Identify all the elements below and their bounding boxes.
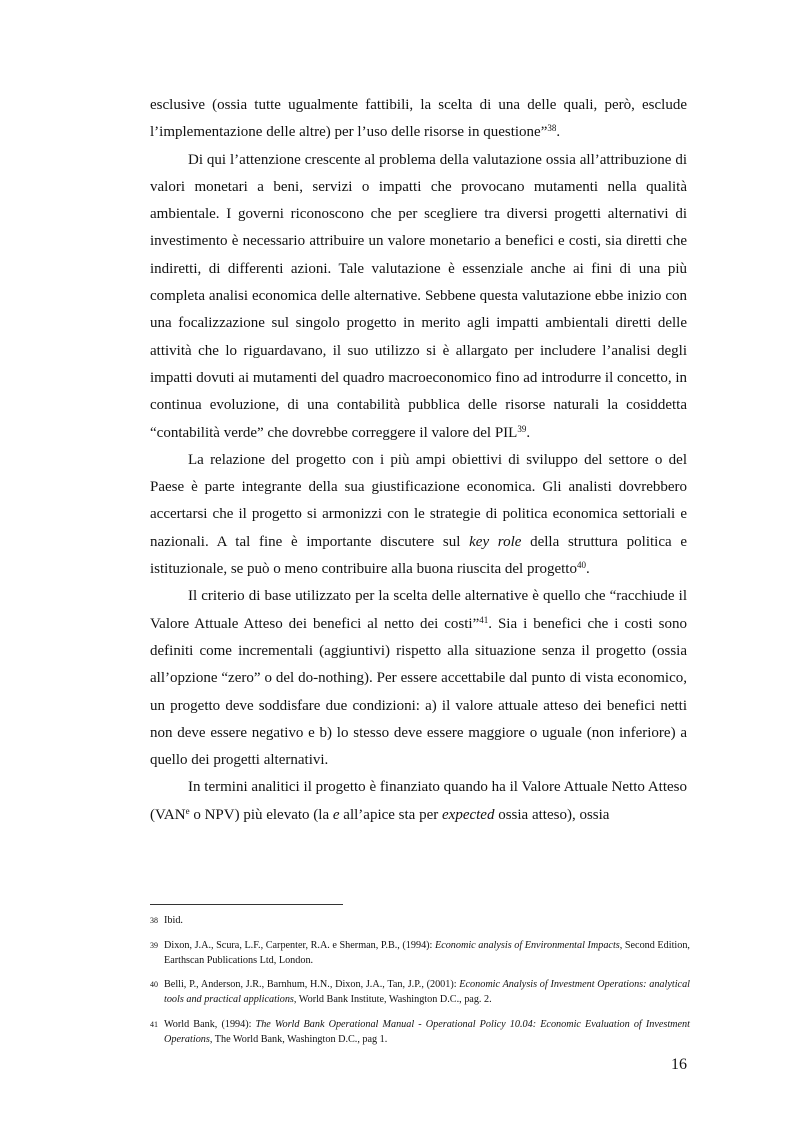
body-text (150, 92, 687, 829)
paragraph-4: Il criterio di base utilizzato per la scelta delle alternative è quello che “racchiude il Valore Attuale Atteso dei benefici al netto dei costi”$^{41}$. Sia i benefici che i costi sono definiti come incrementali (aggiuntivi) rispetto alla situazione senza il progetto (ossia all’opzione “zero” o del do-nothing). Per essere accettabile dal punto di vista economico, un progetto deve soddisfare due condizioni: a) il valore attuale atteso dei benefici netti non deve essere negativo e b) lo stesso deve essere maggiore o uguale (non inferiore) a quello dei progetti alternativi. (150, 588, 687, 769)
paragraph-1: esclusive (ossia tutte ugualmente fattibili, la scelta di una delle quali, però, esclude l’implementazione delle altre) per l’uso delle risorse in questione”$^{38}$. (150, 97, 687, 141)
footnote-39: 39 Dixon, J.A., Scura, L.F., Carpenter, R.A. e Sherman, P.B., (1994): Economic analysis of Environmental Impacts, Second Edition, Earthscan Publications Ltd, London. (150, 939, 690, 966)
paragraph-2: Di qui l’attenzione crescente al problema della valutazione ossia all’attribuzione di valori monetari a beni, servizi o impatti che provocano mutamenti nella qualità ambientale. I governi riconoscono che per scegliere tra diversi progetti alternativi di investimento è necessario attribuire un valore monetario a benefici e costi, sia diretti che indiretti, di differenti azioni. Tale valutazione è essenziale anche ai fini di una più completa analisi economica delle alternative. Sebbene questa valutazione ebbe inizio con una focalizzazione sul singolo progetto in merito agli impatti ambientali diretti delle attività che lo riguardavano, il suo utilizzo si è allargato per includere l’analisi degli impatti dovuti ai mutamenti del quadro macroeconomico fino ad introdurre il concetto, in continua evoluzione, di una contabilità pubblica delle risorse naturali la cosiddetta “contabilità verde” che dovrebbe correggere il valore del PIL$^{39}$. (150, 151, 687, 441)
footnote-ref-39[interactable]: 39 (517, 423, 527, 434)
footnote-41: 41 World Bank, (1994): The World Bank Operational Manual - Operational Policy 10.04: Economic Evaluation of Investment Operations, The World Bank, Washington D.C., pag 1. (150, 1018, 690, 1045)
footnote-separator (150, 904, 343, 905)
footnote-ref-40[interactable]: 40 (576, 560, 586, 571)
footnote-40: 40 Belli, P., Anderson, J.R., Barnhum, H.N., Dixon, J.A., Tan, J.P., (2001): Economic Analysis of Investment Operations: analytical tools and practical applications, World Bank Institute, Washington D.C., pag. 2. (150, 979, 690, 1005)
footnote-38: 38 Ibid. (150, 915, 183, 926)
paragraph-3: La relazione del progetto con i più ampi obiettivi di sviluppo del settore o del Paese è parte integrante della sua giustificazione economica. Gli analisti dovrebbero accertarsi che il progetto si armonizzi con le strategie di politica economica settoriali e nazionali. A tal fine è importante discutere sul key role della struttura politica e istituzionale, se può o meno contribuire alla buona riuscita del progetto$^{40}$. (150, 451, 687, 578)
footnote-ref-41[interactable]: 41 (479, 614, 489, 625)
paragraph-5: In termini analitici il progetto è finanziato quando ha il Valore Attuale Netto Atteso (VAN$^e$ o NPV) più elevato (la e all’apice sta per expected ossia atteso), ossia (150, 779, 687, 823)
footnote-ref-38[interactable]: 38 (547, 123, 557, 134)
page-number: 16 (671, 1056, 687, 1073)
footnotes (150, 913, 690, 1056)
